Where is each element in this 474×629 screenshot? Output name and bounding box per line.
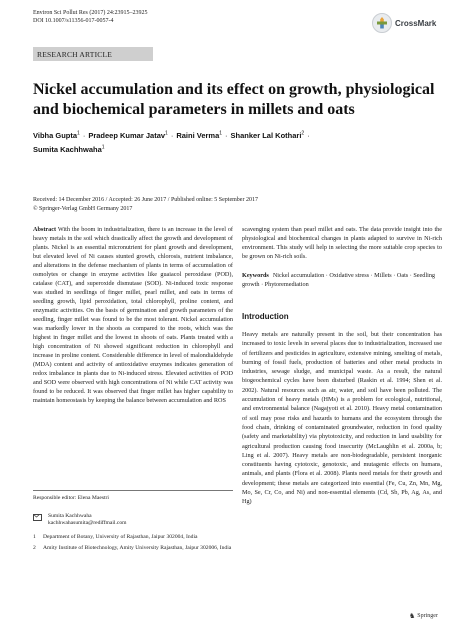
footnotes <box>33 490 233 557</box>
affiliation-2 <box>33 545 233 553</box>
author-separator: · <box>82 130 86 140</box>
author-separator: · <box>225 130 228 140</box>
author-affiliation: 1 <box>101 144 105 151</box>
affiliation-text: Amity Institute of Biotechnology, Amity University Rajasthan, Jaipur 302006, India <box>43 545 232 551</box>
author[interactable] <box>33 131 80 140</box>
abstract <box>33 225 233 405</box>
publication-dates: Received: 14 December 2016 / Accepted: 26 June 2017 / Published online: 5 September 2017 <box>33 197 258 203</box>
envelope-icon <box>33 514 42 521</box>
crossmark-label: CrossMark <box>395 18 437 28</box>
author-name: Sumita Kachhwaha <box>33 145 102 154</box>
affiliation-1 <box>33 534 233 542</box>
article-title: Nickel accumulation and its effect on growth, physiological and biochemical parameters in millets and oats <box>33 81 435 118</box>
doi[interactable]: DOI 10.1007/s11356-017-0057-4 <box>33 18 114 24</box>
crossmark-badge[interactable] <box>372 13 436 33</box>
springer-horse-icon: ♞ <box>409 612 416 620</box>
abstract-text-left: With the boom in industrialization, there is an increase in the level of heavy metals in the soil which drastically affect the growth and development of plants. Nickel is an essential micronutrient for plant growth and development, but elevated level of Ni causes stunted growth, chlorosis, nutrient imbalance, and alterations in the defense mechanism of plants in terms of accumulation of osmolytes or change in enzyme activities like guaiacol peroxidase (POD), catalase (CAT), and superoxide dismutase (SOD). Ni-induced toxic response was studied in seedlings of finger millet, pearl millet, and oats in terms of seedling growth, lipid peroxidation, total chlorophyll, proline content, and enzymatic activities. On the basis of germination and growth parameters of the seedling, finger millet was found to be the most tolerant. Nickel accumulation was markedly lower in the shoots as compared to the roots, which was the highest in finger millet and the lowest in shoots of oats. Plants treated with a high concentration of Ni showed significant reduction in chlorophyll and increase in proline content. Considerable difference in level of malondialdehyde (MDA) content and activity of antioxidative enzymes indicates generation of redox imbalance in plants due to Ni-induced stress. Elevated activities of POD and SOD were observed with high concentrations of Ni while CAT activity was found to be reduced. It was observed that finger millet has higher capability to maintain homeostasis by keeping the balance between accumulation and ROS <box>33 226 233 404</box>
author[interactable] <box>176 131 222 140</box>
author-name: Vibha Gupta <box>33 130 78 140</box>
left-column <box>33 225 233 405</box>
author-name: Raini Verma <box>176 130 220 140</box>
author-affiliation: 1 <box>77 130 80 136</box>
keywords-label: Keywords <box>242 272 269 279</box>
abstract-label: Abstract <box>33 226 57 233</box>
author-name: Pradeep Kumar Jatav <box>88 130 166 140</box>
author-affiliation: 2 <box>301 130 305 136</box>
author[interactable] <box>231 131 305 140</box>
author-list <box>33 127 443 156</box>
journal-citation: Environ Sci Pollut Res (2017) 24:23915–23925 <box>33 10 148 16</box>
author-affiliation: 1 <box>219 130 223 136</box>
affiliation-number: 1 <box>33 533 36 540</box>
author-separator: · <box>170 130 174 140</box>
author-separator: · <box>307 130 310 140</box>
affiliation-number: 2 <box>33 545 36 551</box>
copyright: © Springer-Verlag GmbH Germany 2017 <box>33 206 133 212</box>
publisher-mark <box>409 612 438 620</box>
abstract-continued: scavenging system than pearl millet and oats. The data provide insight into the physiological and biochemical changes in plants adapted to survive in Ni-rich environment. This study will help in selecting the more suitable crop species to be grown on Ni-rich soils. <box>242 226 442 260</box>
section-heading-introduction: Introduction <box>242 312 289 321</box>
corresponding-name: Sumita Kachhwaha <box>48 512 92 519</box>
author-name: Shanker Lal Kothari <box>230 130 302 140</box>
introduction-text: Heavy metals are naturally present in the soil, but their concentration has increased to toxic levels in several places due to industrialization, increased use of fertilizers and pesticides in agriculture, extensive mining, smelting of metals, burning of fossil fuels, production of batteries and other metal products in industries, sewage sludge, and municipal waste. As a result, the natural biogeochemical cycles have been disturbed (Raskin et al. 1994; Shen et al. 2002). Natural resources such as air, water, and soil have been polluted. The accumulation of heavy metals (HMs) is a problem for ecological, nutritional, and environmental balance (Nagajyoti et al. 2010). Heavy metal contamination of soil may pose risks and hazards to humans and the ecosystem through the food chain, drinking of contaminated groundwater, reduction in food quality (safety and marketability) via phytotoxicity, and reduction in land usability for agricultural production causing food insecurity (McLaughlin et al. 2000a, b; Ling et al. 2007). Heavy metals are non-biodegradable, persistent inorganic constituents having cytotoxic, genotoxic, and mutagenic effects on humans, animals, and plants (Flora et al. 2008). Plants need metals for their growth and development; these metals are categorized into essential (Fe, Cu, Zn, Mn, Mg, Mo, Se, Cr, Co, and Ni) and non-essential elements (Cd, Sb, Pb, Ag, As, and Hg) <box>242 331 442 506</box>
author[interactable] <box>88 131 167 140</box>
keywords <box>242 271 442 289</box>
responsible-editor: Responsible editor: Elena Maestri <box>33 495 109 501</box>
affiliation-text: Department of Botany, University of Rajasthan, Jaipur 302004, India <box>43 533 198 540</box>
article-type: RESEARCH ARTICLE <box>37 50 113 59</box>
footnote-rule <box>33 490 233 491</box>
publisher-name: Springer <box>417 613 438 619</box>
corresponding-email[interactable]: kachhwahasumita@rediffmail.com <box>48 520 127 526</box>
keywords-text: Nickel accumulation · Oxidative stress · Millets · Oats · Seedling growth · Phytoremediation <box>242 272 436 288</box>
corresponding-author <box>33 513 233 528</box>
crossmark-icon <box>372 13 392 33</box>
author-affiliation: 1 <box>165 130 168 136</box>
right-column <box>242 225 442 507</box>
author[interactable] <box>33 145 105 154</box>
